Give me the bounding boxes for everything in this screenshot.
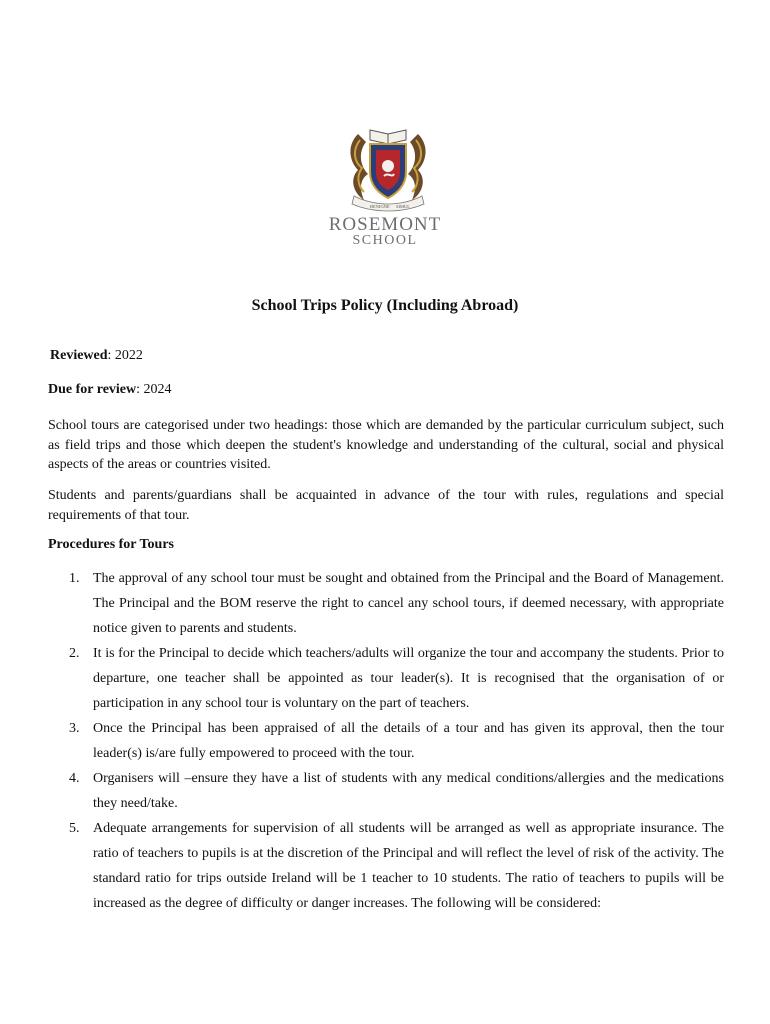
crest-icon [340, 116, 436, 212]
page-title: School Trips Policy (Including Abroad) [251, 297, 519, 314]
list-item-text: It is for the Principal to decide which teachers/adults will organize the tour and accompany the students. Prior to departure, one teacher shall be appointed as tour leader(s). It is recognised that the organisation of or participation in any school tour is voluntary on the part of teachers. [93, 646, 724, 711]
school-name-primary: ROSEMONT [328, 214, 442, 235]
list-item-text: Adequate arrangements for supervision of all students will be arranged as well as appropriate insurance. The ratio of teachers to pupils is at the discretion of the Principal and will reflect the level of risk of the activity. The standard ratio for trips outside Ireland will be 1 teacher to 10 students. The ratio of teachers to pupils will be increased as the degree of difficulty or danger increases. The following will be considered: [93, 821, 724, 911]
list-item [48, 766, 724, 816]
svg-text:BENIGNE: BENIGNE [370, 204, 390, 209]
reviewed-value: : 2022 [107, 348, 143, 363]
list-item [48, 716, 724, 766]
list-item-number: 1. [69, 571, 80, 586]
procedures-list [48, 566, 724, 916]
list-item [48, 641, 724, 716]
due-value: : 2024 [136, 382, 172, 397]
svg-text:SIMUL: SIMUL [396, 204, 411, 209]
reviewed-label: Reviewed [50, 348, 108, 363]
list-item-number: 4. [69, 771, 80, 786]
due-label: Due for review [48, 382, 137, 397]
procedures-heading: Procedures for Tours [48, 537, 175, 552]
list-item [48, 566, 724, 641]
school-name-secondary: SCHOOL [352, 233, 418, 248]
intro-paragraph: School tours are categorised under two headings: those which are demanded by the particular curriculum subject, such as field trips and those which deepen the student's knowledge and understanding of the cultural, social and physical aspects of the areas or countries visited. [48, 418, 724, 472]
requirements-paragraph: Students and parents/guardians shall be acquainted in advance of the tour with rules, regulations and special requirements of that tour. [48, 488, 724, 523]
list-item-text: Once the Principal has been appraised of all the details of a tour and has given its approval, then the tour leader(s) is/are fully empowered to proceed with the tour. [93, 721, 724, 761]
list-item [48, 816, 724, 916]
school-crest-logo [340, 116, 436, 212]
list-item-number: 5. [69, 821, 80, 836]
list-item-text: Organisers will –ensure they have a list of students with any medical conditions/allergies and the medications they need/take. [93, 771, 724, 811]
list-item-text: The approval of any school tour must be sought and obtained from the Principal and the Board of Management. The Principal and the BOM reserve the right to cancel any school tours, if deemed necessary, with appropriate notice given to parents and students. [93, 571, 724, 636]
list-item-number: 3. [69, 721, 80, 736]
list-item-number: 2. [69, 646, 80, 661]
reviewed-line [50, 348, 143, 364]
due-for-review-line [48, 382, 172, 398]
